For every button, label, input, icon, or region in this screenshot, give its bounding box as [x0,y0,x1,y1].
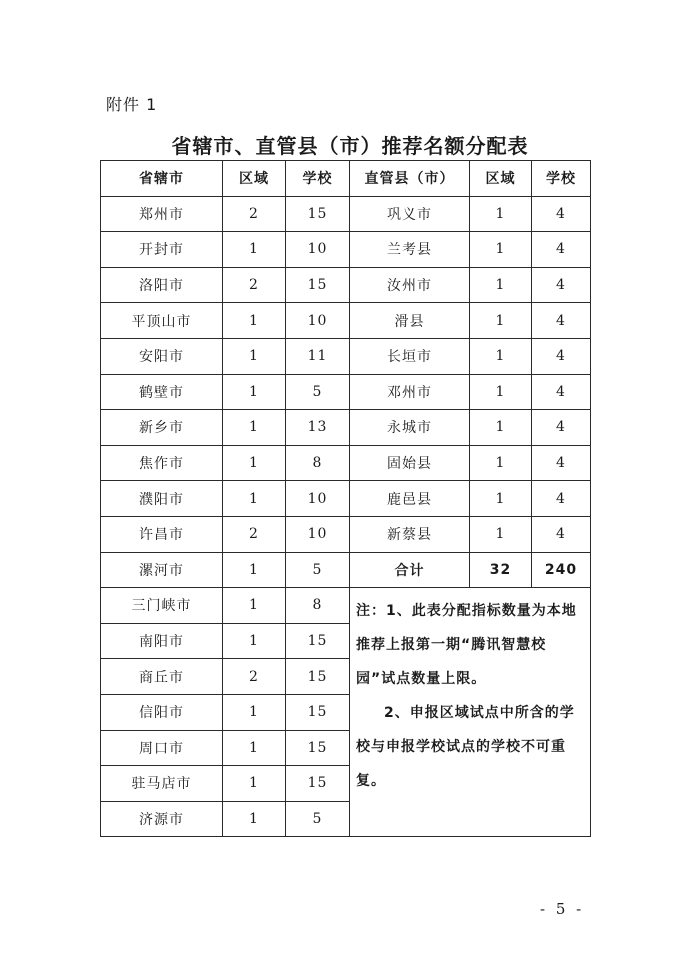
city-district-count: 1 [223,552,286,588]
city-school-count: 15 [286,196,350,232]
city-district-count: 1 [223,588,286,624]
city-name: 周口市 [101,730,223,766]
county-name: 新蔡县 [350,516,470,552]
county-district-count: 1 [470,374,532,410]
city-name: 南阳市 [101,623,223,659]
city-district-count: 1 [223,730,286,766]
allocation-table [100,160,591,837]
city-name: 漯河市 [101,552,223,588]
table-row [101,338,591,374]
city-district-count: 1 [223,445,286,481]
city-name: 鹤壁市 [101,374,223,410]
county-school-count: 4 [532,303,591,339]
city-name: 济源市 [101,801,223,837]
county-name: 长垣市 [350,338,470,374]
city-school-count: 15 [286,659,350,695]
county-district-count: 1 [470,338,532,374]
city-school-count: 15 [286,694,350,730]
city-district-count: 1 [223,410,286,446]
county-school-count: 4 [532,267,591,303]
city-district-count: 2 [223,659,286,695]
note-line-1: 注：1、此表分配指标数量为本地推荐上报第一期“腾讯智慧校园”试点数量上限。 [356,603,577,688]
city-name: 安阳市 [101,338,223,374]
header-county-school: 学校 [532,161,591,197]
city-name: 洛阳市 [101,267,223,303]
county-district-count: 1 [470,410,532,446]
county-name: 巩义市 [350,196,470,232]
table-row [101,303,591,339]
city-school-count: 8 [286,445,350,481]
city-school-count: 15 [286,766,350,802]
city-name: 平顶山市 [101,303,223,339]
city-name: 信阳市 [101,694,223,730]
city-name: 郑州市 [101,196,223,232]
table-row [101,445,591,481]
county-name: 滑县 [350,303,470,339]
table-row [101,196,591,232]
county-name: 兰考县 [350,232,470,268]
county-district-count: 1 [470,267,532,303]
city-school-count: 10 [286,516,350,552]
city-school-count: 15 [286,730,350,766]
city-district-count: 1 [223,481,286,517]
note-line-2: 2、申报区域试点中所含的学校与申报学校试点的学校不可重复。 [356,705,575,790]
city-name: 商丘市 [101,659,223,695]
city-school-count: 10 [286,303,350,339]
county-name: 邓州市 [350,374,470,410]
city-school-count: 10 [286,481,350,517]
city-name: 三门峡市 [101,588,223,624]
county-school-count: 4 [532,232,591,268]
county-district-count: 1 [470,232,532,268]
table-row [101,232,591,268]
table-row [101,588,591,624]
table-title: 省辖市、直管县（市）推荐名额分配表 [171,134,529,158]
county-district-count: 1 [470,196,532,232]
table-row [101,410,591,446]
header-county: 直管县（市） [350,161,470,197]
city-school-count: 15 [286,623,350,659]
city-district-count: 2 [223,267,286,303]
city-district-count: 1 [223,374,286,410]
city-name: 濮阳市 [101,481,223,517]
city-school-count: 13 [286,410,350,446]
county-district-count: 1 [470,303,532,339]
county-name: 固始县 [350,445,470,481]
county-school-count: 4 [532,516,591,552]
total-school-count: 240 [532,552,591,588]
county-school-count: 4 [532,410,591,446]
county-name: 汝州市 [350,267,470,303]
city-name: 驻马店市 [101,766,223,802]
city-district-count: 1 [223,766,286,802]
city-school-count: 10 [286,232,350,268]
table-row [101,516,591,552]
table-row [101,267,591,303]
table-row [101,374,591,410]
city-district-count: 1 [223,232,286,268]
city-district-count: 2 [223,516,286,552]
county-school-count: 4 [532,196,591,232]
city-school-count: 11 [286,338,350,374]
city-district-count: 1 [223,338,286,374]
header-city-school: 学校 [286,161,350,197]
county-school-count: 4 [532,338,591,374]
county-school-count: 4 [532,374,591,410]
city-district-count: 1 [223,801,286,837]
header-county-district: 区域 [470,161,532,197]
page-number: - 5 - [540,900,585,918]
county-school-count: 4 [532,481,591,517]
city-name: 开封市 [101,232,223,268]
county-name: 永城市 [350,410,470,446]
city-district-count: 1 [223,623,286,659]
city-district-count: 1 [223,694,286,730]
table-row [101,552,591,588]
city-name: 新乡市 [101,410,223,446]
header-row [101,161,591,197]
header-city-district: 区域 [223,161,286,197]
table-row [101,481,591,517]
total-district-count: 32 [470,552,532,588]
city-school-count: 8 [286,588,350,624]
county-district-count: 1 [470,516,532,552]
city-name: 许昌市 [101,516,223,552]
attachment-label: 附件 1 [106,95,158,114]
city-district-count: 2 [223,196,286,232]
total-label: 合计 [350,552,470,588]
header-city: 省辖市 [101,161,223,197]
county-school-count: 4 [532,445,591,481]
city-school-count: 5 [286,552,350,588]
city-district-count: 1 [223,303,286,339]
city-school-count: 5 [286,374,350,410]
city-school-count: 15 [286,267,350,303]
notes-cell [350,588,591,837]
county-name: 鹿邑县 [350,481,470,517]
county-district-count: 1 [470,445,532,481]
city-name: 焦作市 [101,445,223,481]
county-district-count: 1 [470,481,532,517]
city-school-count: 5 [286,801,350,837]
